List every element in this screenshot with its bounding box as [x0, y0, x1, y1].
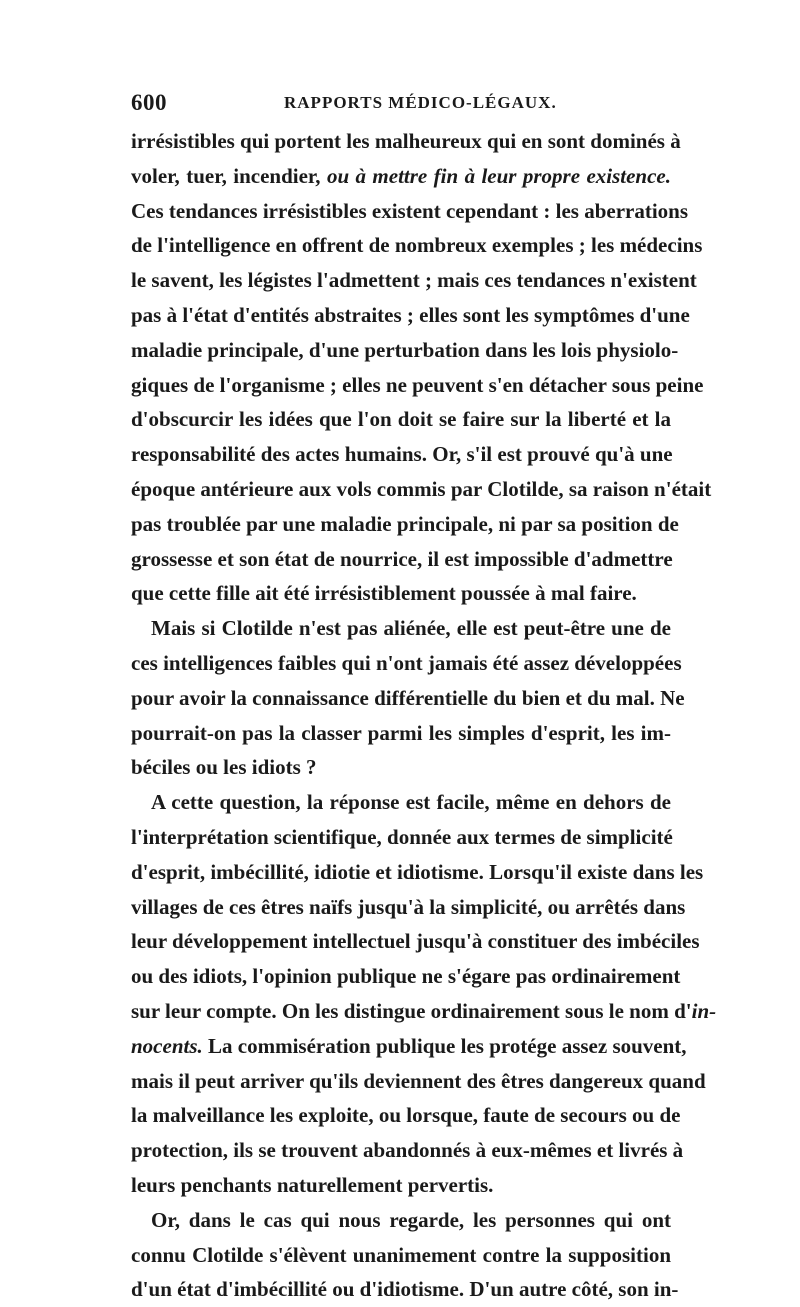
body-text	[131, 124, 717, 1307]
text-segment: La commisération publique les protége assez souvent,	[202, 1033, 687, 1058]
text-line: pour avoir la connaissance différentielle du bien et du mal. Ne	[131, 685, 685, 710]
text-line: le savent, les légistes l'admettent ; mais ces tendances n'existent	[131, 268, 697, 293]
text-line: mais il peut arriver qu'ils deviennent des êtres dangereux quand	[131, 1068, 706, 1093]
text-line: leur développement intellectuel jusqu'à constituer des imbéciles	[131, 929, 700, 954]
text-line: ou des idiots, l'opinion publique ne s'égare pas ordinairement	[131, 964, 681, 989]
text-line: de l'intelligence en offrent de nombreux exemples ; les médecins	[131, 233, 703, 258]
text-line: responsabilité des actes humains. Or, s'il est prouvé qu'à une	[131, 442, 673, 467]
text-line: pas à l'état d'entités abstraites ; elles sont les symptômes d'une	[131, 302, 690, 327]
page-number: 600	[131, 90, 167, 115]
text-line	[131, 159, 671, 194]
text-line: leurs penchants naturellement pervertis.	[131, 1172, 494, 1197]
text-line: grossesse et son état de nourrice, il est impossible d'admettre	[131, 546, 673, 571]
text-line: giques de l'organisme ; elles ne peuvent s'en détacher sous peine	[131, 372, 704, 397]
text-line: A cette question, la réponse est facile, même en dehors de	[151, 790, 671, 815]
text-line: Mais si Clotilde n'est pas aliénée, elle est peut-être une de	[151, 616, 671, 641]
text-segment: sur leur compte. On les distingue ordinairement sous le nom d'	[131, 998, 692, 1023]
text-line: irrésistibles qui portent les malheureux qui en sont dominés à	[131, 129, 681, 153]
book-page	[131, 90, 717, 1307]
text-segment: voler, tuer, incendier,	[131, 163, 327, 188]
running-title: RAPPORTS MÉDICO-LÉGAUX.	[284, 93, 557, 112]
text-line: villages de ces êtres naïfs jusqu'à la simplicité, ou arrêtés dans	[131, 894, 686, 919]
text-line: pas troublée par une maladie principale, ni par sa position de	[131, 511, 679, 536]
italic-segment: ou à mettre fin à leur propre existence.	[326, 163, 671, 188]
text-line: la malveillance les exploite, ou lorsque, faute de secours ou de	[131, 1103, 681, 1128]
text-line: pourrait-on pas la classer parmi les simples d'esprit, les im-	[131, 720, 671, 745]
text-line: béciles ou les idiots ?	[131, 755, 317, 780]
text-line: que cette fille ait été irrésistiblement poussée à mal faire.	[131, 581, 637, 606]
running-header	[131, 90, 671, 120]
text-line: protection, ils se trouvent abandonnés à eux-mêmes et livrés à	[131, 1138, 684, 1163]
text-line: l'interprétation scientifique, donnée aux termes de simplicité	[131, 824, 673, 849]
text-line: d'obscurcir les idées que l'on doit se faire sur la liberté et la	[131, 407, 671, 432]
text-line: Ces tendances irrésistibles existent cependant : les aberrations	[131, 198, 689, 223]
italic-segment: nocents.	[131, 1033, 203, 1058]
text-line: d'esprit, imbécillité, idiotie et idiotisme. Lorsqu'il existe dans les	[131, 859, 704, 884]
text-line: connu Clotilde s'élèvent unanimement contre la supposition	[131, 1242, 671, 1267]
text-line: ces intelligences faibles qui n'ont jamais été assez développées	[131, 650, 682, 675]
italic-segment: in-	[691, 998, 717, 1023]
text-line: Or, dans le cas qui nous regarde, les personnes qui ont	[151, 1207, 671, 1232]
text-line: maladie principale, d'une perturbation dans les lois physiolo-	[131, 337, 679, 362]
text-line	[131, 1029, 687, 1064]
text-line: époque antérieure aux vols commis par Clotilde, sa raison n'était	[131, 476, 712, 501]
text-line: d'un état d'imbécillité ou d'idiotisme. D'un autre côté, son in-	[131, 1277, 679, 1302]
text-line	[131, 994, 717, 1029]
